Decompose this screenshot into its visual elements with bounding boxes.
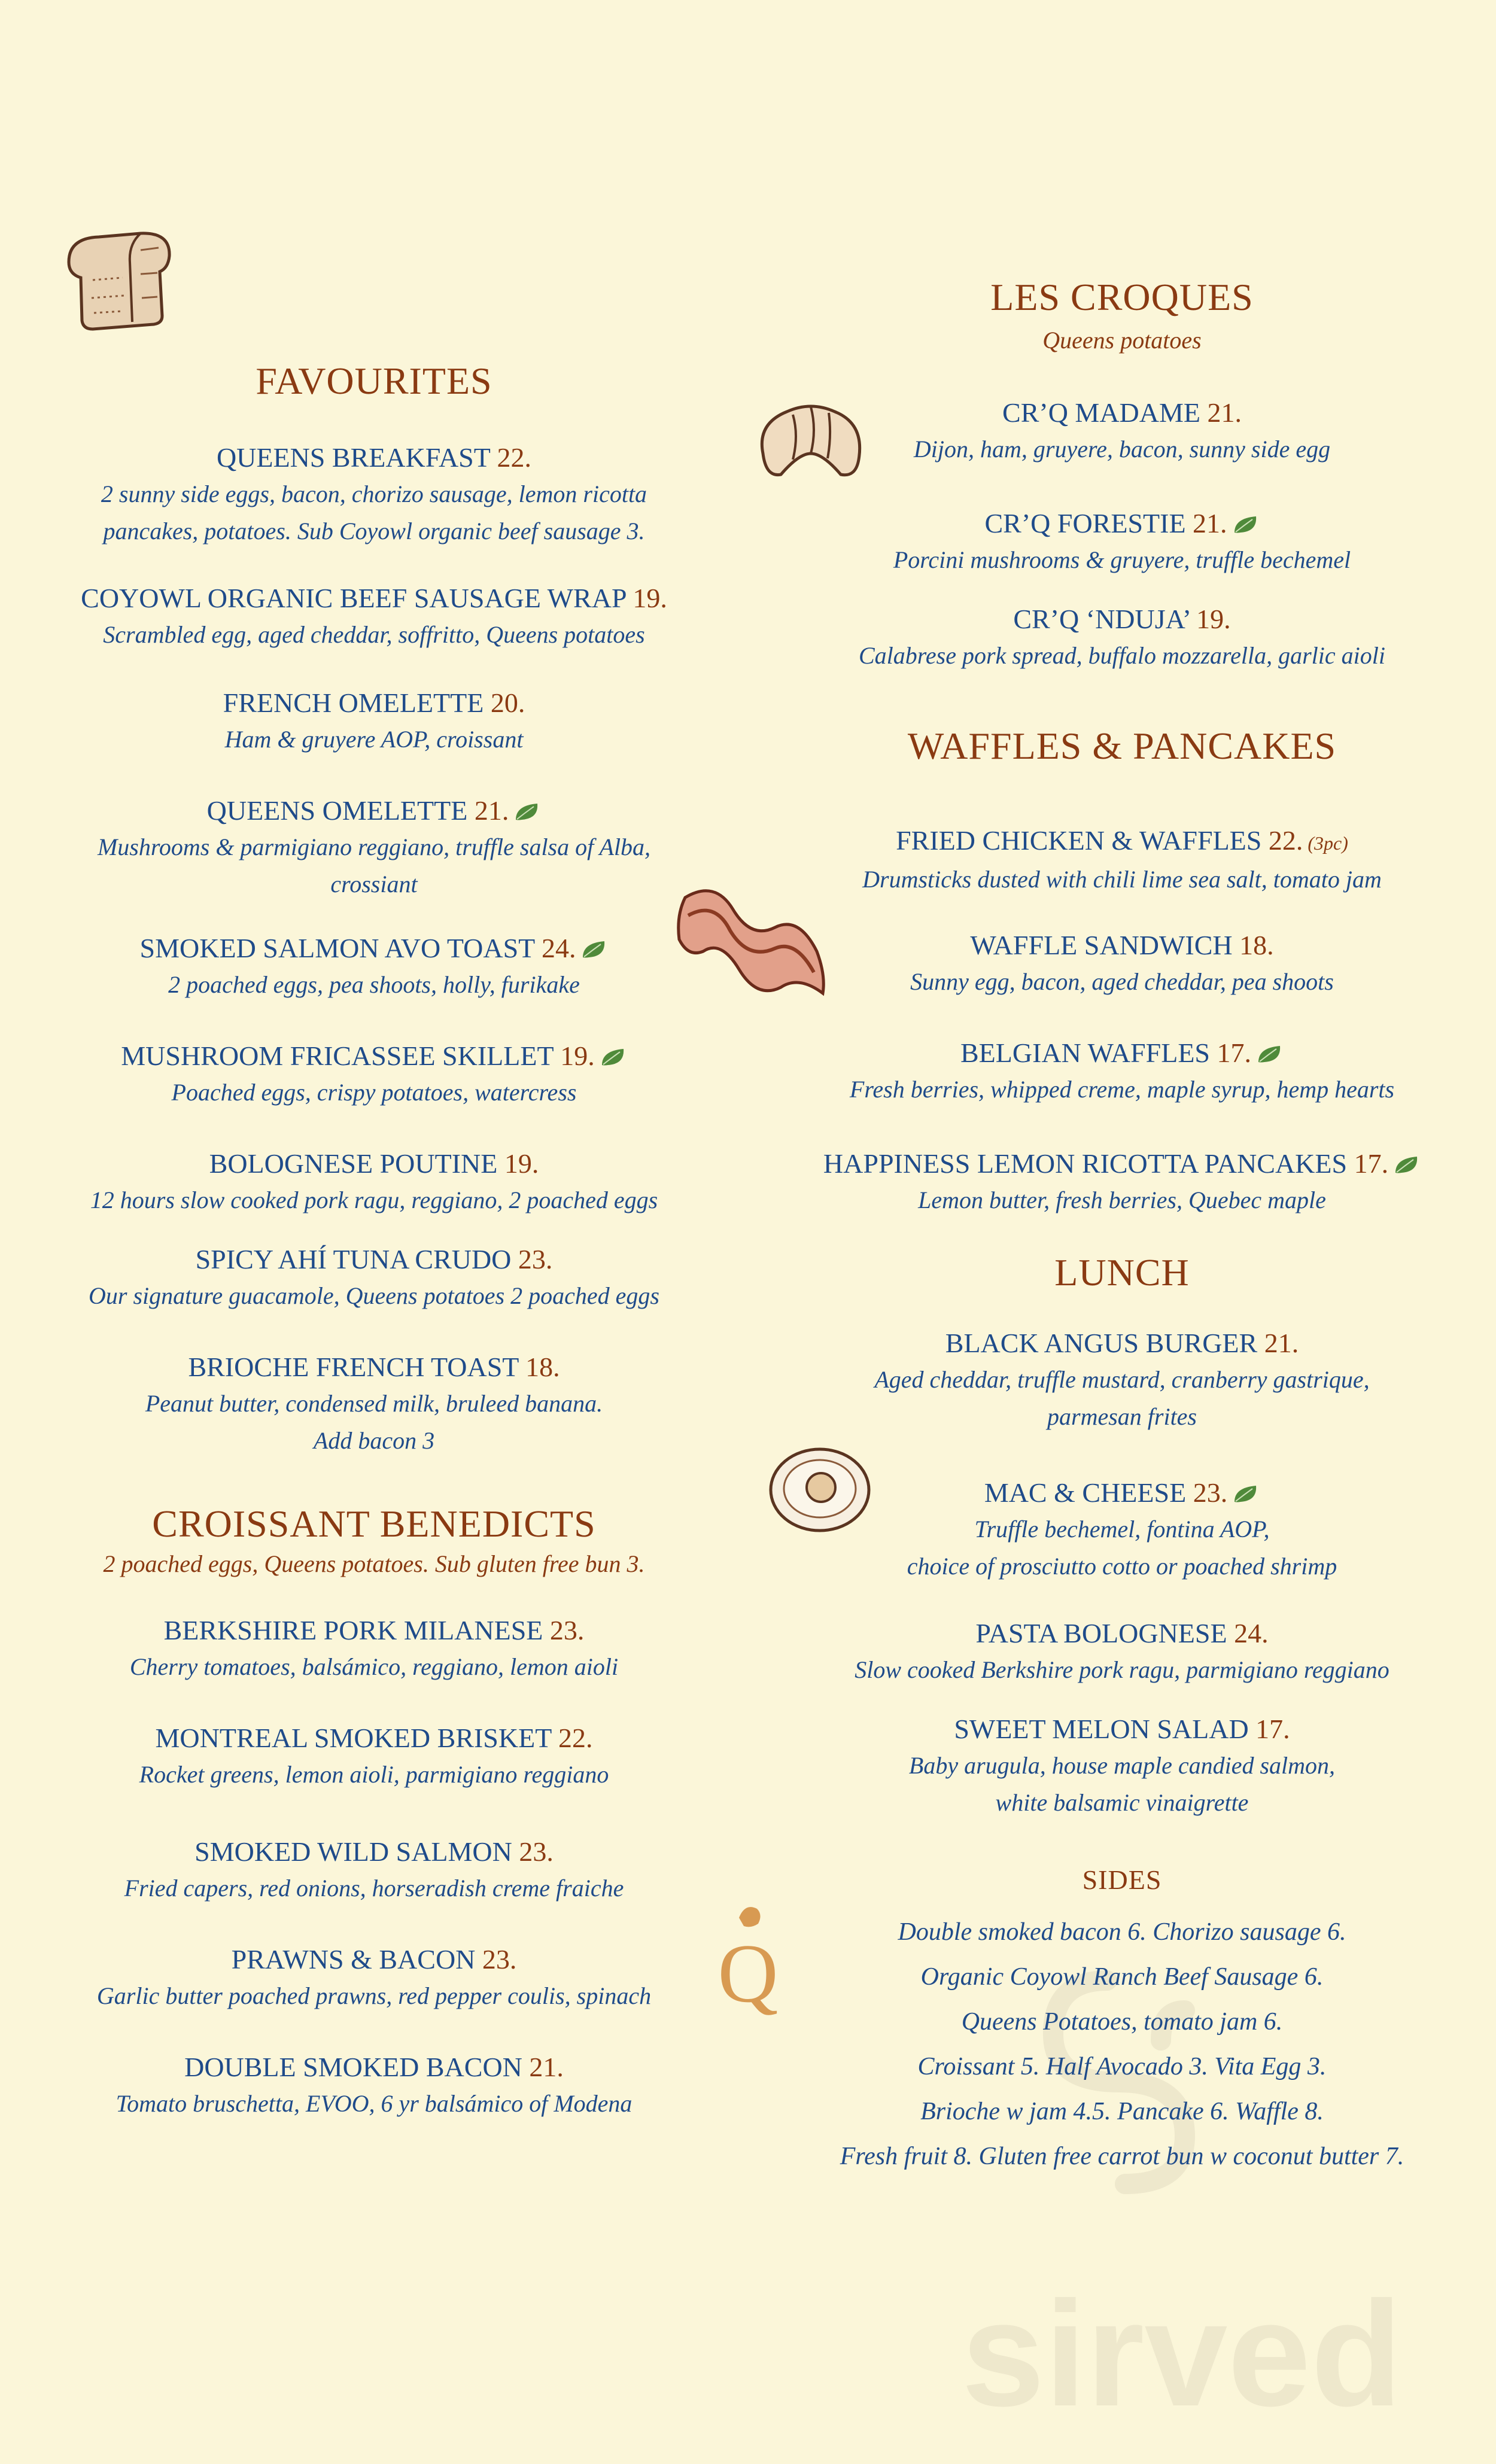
menu-item-name: SMOKED SALMON AVO TOAST (139, 933, 535, 963)
menu-item-description: Aged cheddar, truffle mustard, cranberry gastrique, (874, 1366, 1370, 1393)
watermark-text: sirved (961, 2270, 1403, 2435)
sides-line: Queens Potatoes, tomato jam 6. (961, 2008, 1283, 2036)
menu-item-name: SPICY AHÍ TUNA CRUDO (195, 1244, 512, 1274)
menu-item (36, 1942, 712, 2015)
menu-item-price: 24. (1227, 1618, 1269, 1648)
menu-item-header (784, 1616, 1460, 1651)
menu-item (784, 1711, 1460, 1821)
logo-letter: Q (717, 1927, 779, 2019)
menu-item-header (784, 506, 1460, 542)
menu-item-header (36, 1242, 712, 1277)
menu-item-description: Add bacon 3 (313, 1427, 435, 1454)
menu-item (36, 685, 712, 758)
menu-item-price: 24. (534, 933, 576, 963)
menu-item-description: Poached eggs, crispy potatoes, watercress (171, 1079, 577, 1106)
waffles-title: WAFFLES & PANCAKES (907, 725, 1337, 767)
sides-line: Fresh fruit 8. Gluten free carrot bun w coconut butter 7. (840, 2143, 1404, 2170)
menu-item-name: BRIOCHE FRENCH TOAST (188, 1352, 519, 1382)
menu-item-description: pancakes, potatoes. Sub Coyowl organic beef sausage 3. (103, 518, 645, 544)
menu-item-price: 23. (511, 1244, 553, 1274)
menu-item-description: Baby arugula, house maple candied salmon, (908, 1752, 1336, 1779)
menu-item-header (36, 1613, 712, 1648)
menu-item-price: 21. (522, 2052, 564, 2082)
menu-item-description: Dijon, ham, gruyere, bacon, sunny side egg (913, 436, 1331, 463)
rooster-logo-icon (715, 1900, 781, 2019)
menu-item-header (784, 1146, 1460, 1182)
menu-item-price: 18. (1232, 930, 1274, 960)
menu-item-description: white balsamic vinaigrette (995, 1789, 1249, 1816)
menu-item (784, 823, 1460, 898)
menu-item-header (784, 927, 1460, 963)
menu-item-header (784, 1711, 1460, 1747)
croques-subtitle: Queens potatoes (1042, 327, 1202, 354)
menu-item-name: FRENCH OMELETTE (223, 688, 484, 718)
menu-item-description: Mushrooms & parmigiano reggiano, truffle salsa of Alba, (97, 833, 651, 860)
menu-item-name: BLACK ANGUS BURGER (945, 1328, 1258, 1358)
menu-item-price: 19. (1189, 604, 1231, 634)
leaf-icon (580, 939, 608, 960)
menu-item-description: Rocket greens, lemon aioli, parmigiano reggiano (139, 1761, 609, 1788)
menu-item (784, 1325, 1460, 1435)
menu-item (36, 1242, 712, 1315)
menu-item-name: HAPPINESS LEMON RICOTTA PANCAKES (823, 1148, 1348, 1179)
menu-item (784, 1475, 1460, 1585)
menu-item-description: parmesan frites (1047, 1403, 1197, 1430)
menu-item-header (36, 1146, 712, 1182)
leaf-icon (1232, 515, 1260, 535)
menu-item-name: COYOWL ORGANIC BEEF SAUSAGE WRAP (81, 583, 626, 613)
menu-item-price: 19. (497, 1148, 539, 1179)
menu-item-header (784, 1035, 1460, 1071)
menu-item-header (784, 395, 1460, 431)
menu-item-description: 12 hours slow cooked pork ragu, reggiano, 2 poached eggs (90, 1187, 658, 1213)
menu-item-note: (3pc) (1303, 832, 1348, 854)
croques-title: LES CROQUES (990, 276, 1254, 318)
menu-item (36, 930, 712, 1003)
menu-item-name: MUSHROOM FRICASSEE SKILLET (121, 1041, 554, 1071)
leaf-icon (1232, 1484, 1260, 1504)
menu-item-description: Ham & gruyere AOP, croissant (224, 726, 524, 753)
menu-item (784, 506, 1460, 579)
menu-item-name: SWEET MELON SALAD (954, 1714, 1249, 1744)
menu-item-description: 2 sunny side eggs, bacon, chorizo sausage, lemon ricotta (101, 480, 647, 507)
menu-item-header (36, 1834, 712, 1870)
sides-line: Organic Coyowl Ranch Beef Sausage 6. (920, 1963, 1324, 1991)
menu-item-price: 23. (475, 1944, 517, 1975)
menu-item-price: 21. (1185, 508, 1227, 539)
menu-item-price: 22. (1261, 825, 1303, 856)
menu-item (36, 2049, 712, 2122)
menu-item-name: MONTREAL SMOKED BRISKET (155, 1723, 552, 1753)
menu-item-price: 17. (1347, 1148, 1389, 1179)
menu-item-price: 21. (467, 795, 509, 826)
menu-item-price: 20. (484, 688, 525, 718)
menu-item-description: Garlic butter poached prawns, red pepper coulis, spinach (96, 1982, 652, 2009)
menu-item-header (784, 823, 1460, 861)
menu-item (36, 1834, 712, 1907)
favourites-title: FAVOURITES (256, 360, 492, 402)
menu-item-price: 19. (553, 1041, 595, 1071)
leaf-icon (600, 1047, 627, 1067)
menu-item-description: crossiant (330, 871, 418, 898)
menu-item-description: Truffle bechemel, fontina AOP, (974, 1516, 1270, 1543)
menu-item-price: 23. (512, 1836, 554, 1867)
menu-item-header (36, 2049, 712, 2085)
menu-item-name: PRAWNS & BACON (231, 1944, 476, 1975)
menu-item (36, 440, 712, 550)
menu-item-price: 23. (1186, 1477, 1228, 1508)
menu-item-header (36, 440, 712, 476)
menu-item-description: Slow cooked Berkshire pork ragu, parmigiano reggiano (855, 1656, 1389, 1683)
bread-icon (57, 226, 177, 334)
menu-item-name: BOLOGNESE POUTINE (209, 1148, 498, 1179)
menu-item-header (784, 601, 1460, 637)
menu-item-header (36, 1720, 712, 1756)
menu-item (784, 927, 1460, 1000)
menu-item (784, 601, 1460, 674)
menu-item-price: 17. (1248, 1714, 1290, 1744)
benedicts-title: CROISSANT BENEDICTS (152, 1502, 596, 1545)
menu-item (784, 1616, 1460, 1689)
menu-item-description: Fresh berries, whipped creme, maple syrup, hemp hearts (849, 1076, 1395, 1103)
benedicts-subtitle: 2 poached eggs, Queens potatoes. Sub gluten free bun 3. (103, 1550, 645, 1577)
menu-item (784, 1146, 1460, 1219)
menu-item-description: choice of prosciutto cotto or poached shrimp (907, 1553, 1337, 1580)
menu-item-description: Our signature guacamole, Queens potatoes 2 poached eggs (89, 1282, 659, 1309)
menu-item-price: 19. (625, 583, 667, 613)
sides-title: SIDES (1082, 1864, 1162, 1895)
menu-item (36, 1146, 712, 1219)
menu-item-price: 21. (1257, 1328, 1299, 1358)
menu-item (784, 395, 1460, 468)
menu-item-name: SMOKED WILD SALMON (194, 1836, 512, 1867)
menu-item-price: 22. (551, 1723, 593, 1753)
menu-item-name: MAC & CHEESE (984, 1477, 1187, 1508)
menu-item-description: Peanut butter, condensed milk, bruleed banana. (145, 1390, 603, 1417)
menu-item-description: Drumsticks dusted with chili lime sea salt, tomato jam (862, 866, 1382, 893)
menu-item-header (36, 930, 712, 966)
menu-item-description: Lemon butter, fresh berries, Quebec maple (918, 1187, 1326, 1213)
menu-item-name: FRIED CHICKEN & WAFFLES (896, 825, 1262, 856)
menu-item-price: 18. (518, 1352, 560, 1382)
menu-item (784, 1035, 1460, 1108)
menu-item-header (36, 1038, 712, 1074)
menu-item-description: Scrambled egg, aged cheddar, soffritto, Queens potatoes (103, 621, 645, 648)
menu-item-header (36, 685, 712, 721)
menu-item-header (36, 1942, 712, 1978)
menu-item (36, 1613, 712, 1686)
sides-line: Croissant 5. Half Avocado 3. Vita Egg 3. (917, 2053, 1327, 2080)
leaf-icon (1256, 1044, 1284, 1064)
menu-item (36, 1720, 712, 1793)
lunch-title: LUNCH (1054, 1251, 1190, 1294)
menu-item-price: 23. (543, 1615, 585, 1645)
menu-item-header (36, 580, 712, 616)
menu-item-description: 2 poached eggs, pea shoots, holly, furikake (168, 971, 580, 998)
menu-item-description: Porcini mushrooms & gruyere, truffle bechemel (893, 546, 1351, 573)
menu-item-header (36, 1349, 712, 1385)
leaf-icon (1393, 1155, 1421, 1175)
menu-item-name: WAFFLE SANDWICH (970, 930, 1233, 960)
menu-item-description: Sunny egg, bacon, aged cheddar, pea shoots (910, 968, 1334, 995)
menu-item-description: Calabrese pork spread, buffalo mozzarella, garlic aioli (859, 642, 1385, 669)
menu-item-name: CR’Q FORESTIE (984, 508, 1186, 539)
menu-item (36, 793, 712, 903)
menu-item-name: QUEENS BREAKFAST (216, 442, 491, 473)
leaf-icon (513, 802, 541, 822)
sides-line: Double smoked bacon 6. Chorizo sausage 6. (898, 1918, 1346, 1946)
menu-item-price: 17. (1210, 1038, 1251, 1068)
menu-item-description: Cherry tomatoes, balsámico, reggiano, lemon aioli (129, 1653, 619, 1680)
menu-item (36, 1038, 712, 1111)
sides-line: Brioche w jam 4.5. Pancake 6. Waffle 8. (920, 2098, 1324, 2125)
menu-item-price: 22. (490, 442, 532, 473)
menu-item-name: PASTA BOLOGNESE (975, 1618, 1227, 1648)
menu-item-description: Fried capers, red onions, horseradish creme fraiche (124, 1875, 624, 1902)
menu-item (36, 1349, 712, 1459)
menu-item-price: 21. (1200, 397, 1242, 428)
menu-item-description: Tomato bruschetta, EVOO, 6 yr balsámico of Modena (115, 2090, 633, 2117)
menu-item-header (784, 1325, 1460, 1361)
menu-item-name: CR’Q ‘NDUJA’ (1013, 604, 1190, 634)
menu-item (36, 580, 712, 653)
menu-item-name: BERKSHIRE PORK MILANESE (163, 1615, 543, 1645)
menu-item-name: CR’Q MADAME (1002, 397, 1200, 428)
menu-item-header (36, 793, 712, 829)
menu-item-name: BELGIAN WAFFLES (960, 1038, 1210, 1068)
menu-item-name: QUEENS OMELETTE (206, 795, 468, 826)
menu-item-name: DOUBLE SMOKED BACON (184, 2052, 522, 2082)
menu-item-header (784, 1475, 1460, 1511)
